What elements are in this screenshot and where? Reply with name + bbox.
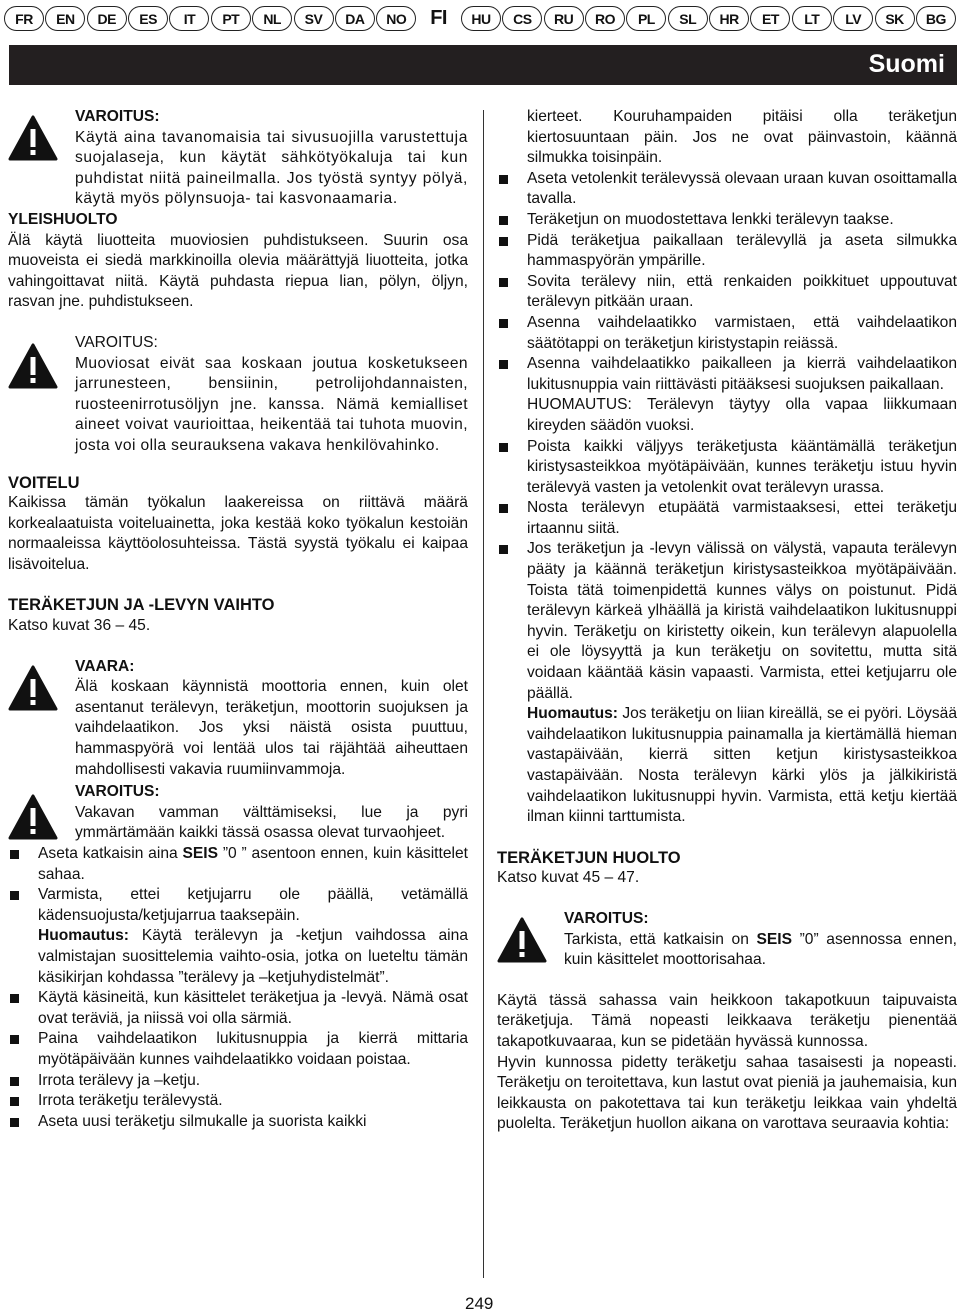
lang-tab-es[interactable]: ES [128,6,168,31]
bullet-square-icon [499,545,508,554]
list-item: Asenna vaihdelaatikko varmistaen, että vaihdelaatikon säätötappi on teräketjun kiristystapin reiässä. [497,313,957,354]
danger-text: Älä koskaan käynnistä moottoria ennen, kuin olet asentanut terälevyn, teräketjun, moottorin suojuksen ja vaihdelaatikon. Jos yksi näistä osista puuttuu, hammaspyörä voi lentää ulos tai räjähtää aiheuttaen mahdollisesti vakavia ruumiinvammoja. [75,678,468,778]
bullet-square-icon [10,1097,19,1106]
lang-tab-fi-active[interactable]: FI [418,6,460,31]
list-item: Sovita terälevy niin, että renkaiden poikkituet uppoutuvat terälevyn pitkään uraan. [497,272,957,313]
lang-tab-no[interactable]: NO [376,6,416,31]
replacement-parts-note: Huomautus: Käytä terälevyn ja -ketjun vaihdossa aina valmistajan suosittelemia vaihto-osia, jotka on lueteltu tämän käsikirjan kohdassa ”terälevy ja –ketjuhydistelmät”. [38,927,468,986]
warning-text: Vakavan vamman välttämiseksi, lue ja pyri ymmärtämään kaikki tässä osassa olevat turvaohjeet. [75,803,468,842]
warning-title: VAROITUS: [75,333,158,351]
lang-tab-nl[interactable]: NL [252,6,292,31]
lang-tab-sk[interactable]: SK [875,6,915,31]
page-number: 249 [465,1294,494,1313]
danger-block [8,657,468,781]
lang-tab-fr[interactable]: FR [4,6,44,31]
chain-replacement-figure-ref: Katso kuvat 36 – 45. [8,617,151,635]
list-item: Paina vaihdelaatikon lukitusnuppia ja kierrä mittaria myötäpäivään kunnes vaihdelaatikko voidaan poistaa. [8,1029,468,1070]
lang-tab-de[interactable]: DE [87,6,127,31]
chain-tension-steps [497,437,957,705]
lang-tab-it[interactable]: IT [169,6,209,31]
list-item: Asenna vaihdelaatikko paikalleen ja kierrä vaihdelaatikon lukitusnuppia vain riittävästi pitääksesi suojuksen paikallaan. [497,354,957,395]
list-item: Nosta terälevyn etupäätä varmistaaksesi, ettei teräketju irtaannu siitä. [497,498,957,539]
lang-tab-cs[interactable]: CS [502,6,542,31]
low-kickback-chain-text: Käytä tässä sahassa vain heikkoon takapotkuun taipuvaista teräketjuja. Tämä nopeasti leikkaava teräketju pienentää takapotkuvaaraa, kun se pidetään hyvässä kunnossa. [497,991,957,1050]
lang-tab-ru[interactable]: RU [544,6,584,31]
list-item: Teräketjun on muodostettava lenkki terälevyn taakse. [497,210,957,231]
lang-tab-pl[interactable]: PL [626,6,666,31]
warning-block-switch-off [497,909,957,971]
lang-tab-da[interactable]: DA [335,6,375,31]
bullet-square-icon [499,360,508,369]
lang-tab-lt[interactable]: LT [792,6,832,31]
danger-title: VAARA: [75,657,135,675]
list-item: Poista kaikki väljyys teräketjusta kääntämällä teräketjun kiristysasteikkoa myötäpäivään, kunnes teräketju istuu hyvin terälevyä vasten ja vetolenkit ovat terälevyn urassa. [497,437,957,499]
left-column [8,107,468,1132]
warning-triangle-icon [497,917,547,963]
lang-tab-hr[interactable]: HR [709,6,749,31]
section-title-chain-maintenance: TERÄKETJUN HUOLTO [497,848,681,867]
warning-block-plastic-parts [8,333,468,457]
list-item: Käytä käsineitä, kun käsittelet teräketjua ja -levyä. Nämä osat ovat teräviä, ja niissä voi olla särmiä. [8,988,468,1029]
bullet-square-icon [499,216,508,225]
section-title-chain-replacement: TERÄKETJUN JA -LEVYN VAIHTO [8,596,275,615]
warning-block-eye-protection [8,107,468,210]
lang-tab-hu[interactable]: HU [461,6,501,31]
warning-triangle-icon [8,343,58,389]
language-tabs [4,6,956,31]
warning-title: VAROITUS: [75,108,160,125]
warning-text: Muoviosat eivät saa koskaan joutua kosketukseen jarrunesteen, bensiinin, petrolijohdannaisten, ruosteenirrotusöljyn jne. kanssa. Nämä kemialliset aineet voivat vaurioittaa, heikentää tai tuhota muovin, josta voi olla seurauksena vakava henkilövahinko. [75,354,468,454]
bullet-square-icon [10,891,19,900]
lang-tab-sl[interactable]: SL [668,6,708,31]
lang-tab-lv[interactable]: LV [833,6,873,31]
warning-triangle-icon [8,794,58,840]
bullet-square-icon [10,1118,19,1127]
language-header-bar [9,45,957,85]
list-item: Aseta uusi teräketju silmukalle ja suorista kaikki [8,1112,468,1133]
warning-text: Tarkista, että katkaisin on SEIS ”0” asennossa ennen, kuin käsittelet moottorisahaa. [564,930,957,969]
lang-tab-pt[interactable]: PT [211,6,251,31]
list-item: Jos teräketjun ja -levyn välissä on välystä, vapauta terälevyn pääty ja käännä teräketjun kiristysasteikkoa myötäpäivään. Toista tätä toimenpidettä kunnes välys on poistunut. Pidä terälevyn kärkeä ylhäällä ja kiristä vaihdelaatikon lukitusnuppi hyvin. Teräketju on kiristetty oikein, kun terälevyn alapuolella ei ole löysyyttä ja kun teräketju on sovitettu, mutta sitä voidaan kääntää käsin vapaasti. Varmista, ettei ketjujarru ole päällä. [497,539,957,704]
over-tension-note: Huomautus: Jos teräketju on liian kireällä, se ei pyöri. Löysää vaihdelaatikon lukitusnuppia painamalla ja kiertämällä hieman vastapäivään, kierrä sitten ketjun kiristysasteikkoa vastapäivään. Nosta terälevyn kärki ylös ja jälkikiristä vaihdelaatikon lukitusnuppi hyvin. Varmista, että ketju kiertää ilman kiinni tarttumista. [527,705,957,826]
list-item: Irrota teräketju terälevystä. [8,1091,468,1112]
bullet-square-icon [10,1035,19,1044]
list-item: Pidä teräketjua paikallaan terälevyllä ja aseta silmukka hammaspyörän ympärille. [497,231,957,272]
lang-tab-sv[interactable]: SV [294,6,334,31]
lang-tab-bg[interactable]: BG [916,6,956,31]
general-maintenance-text: Älä käytä liuotteita muoviosien puhdistukseen. Suurin osa muoveista ei siedä markkinoilla olevia määrättyjä liuotteita, jotka vahingoittavat niitä. Käytä puhdasta riepua lian, pölyn, öljyn, rasvan jne. puhdistukseen. [8,231,468,311]
bullet-square-icon [10,850,19,859]
lubrication-text: Kaikissa tämän työkalun laakereissa on riittävä määrä korkealaatuista voiteluainetta, joka kestää koko työkalun kestoiän normaaleissa käyttöolosuhteissa. Tästä syystä työkalu ei kaipaa lisävoitelua. [8,494,468,573]
chain-replacement-steps-cont [8,988,468,1132]
warning-triangle-icon [8,115,58,161]
lang-tab-et[interactable]: ET [750,6,790,31]
bullet-square-icon [499,237,508,246]
adjustment-note: HUOMAUTUS: Terälevyn täytyy olla vapaa liikkumaan kireyden säädön vuoksi. [527,396,957,434]
list-item: Irrota terälevy ja –ketju. [8,1071,468,1092]
lang-tab-en[interactable]: EN [45,6,85,31]
bullet-square-icon [499,319,508,328]
warning-triangle-icon [8,665,58,711]
section-title-lubrication: VOITELU [8,473,80,492]
bullet-square-icon [499,443,508,452]
lang-tab-ro[interactable]: RO [585,6,625,31]
column-divider [483,110,484,1278]
list-item: Aseta katkaisin aina SEIS ”0 ” asentoon ennen, kuin käsittelet sahaa. [8,844,468,885]
warning-text: Käytä aina tavanomaisia tai sivusuojilla varustettuja suojalaseja, kun käytät sähkötyökaluja tai kun puhdistat niitä paineilmalla. Jos työstä syntyy pölyä, käytä myös pölynsuoja- tai kasvonaamaria. [75,128,468,208]
list-item: Varmista, ettei ketjujarru ole päällä, vetämällä kädensuojusta/ketjujarrua taaksepäin. [8,885,468,926]
list-item: Aseta vetolenkit terälevyssä olevaan uraan kuvan osoittamalla tavalla. [497,169,957,210]
chain-installation-steps [497,169,957,396]
continued-step-text: kierteet. Kouruhampaiden pitäisi olla teräketjun kiertosuuntaan päin. Jos ne ovat päinvastoin, käännä silmukka toisinpäin. [527,108,957,167]
bullet-square-icon [499,278,508,287]
bullet-square-icon [10,1077,19,1086]
bullet-square-icon [499,504,508,513]
bullet-square-icon [10,994,19,1003]
warning-title: VAROITUS: [75,783,160,801]
chain-replacement-steps [8,844,468,926]
chain-care-text: Hyvin kunnossa pidetty teräketju sahaa tasaisesti ja nopeasti. Teräketju on teroitettava, kun lastut ovat pieniä ja jauhemaisia, kun leikkausta on pakotettava tai kun teräketju leikkaa vain yhdeltä puolelta. Teräketjun huollon aikana on varottava seuraavia kohtia: [497,1053,957,1133]
chain-maintenance-figure-ref: Katso kuvat 45 – 47. [497,869,640,887]
section-title-general-maintenance: YLEISHUOLTO [8,210,118,228]
bullet-square-icon [499,175,508,184]
warning-title: VAROITUS: [564,909,649,927]
warning-block-safety-instructions [8,782,468,844]
language-header-title: Suomi [868,50,945,78]
right-column [497,107,957,1135]
